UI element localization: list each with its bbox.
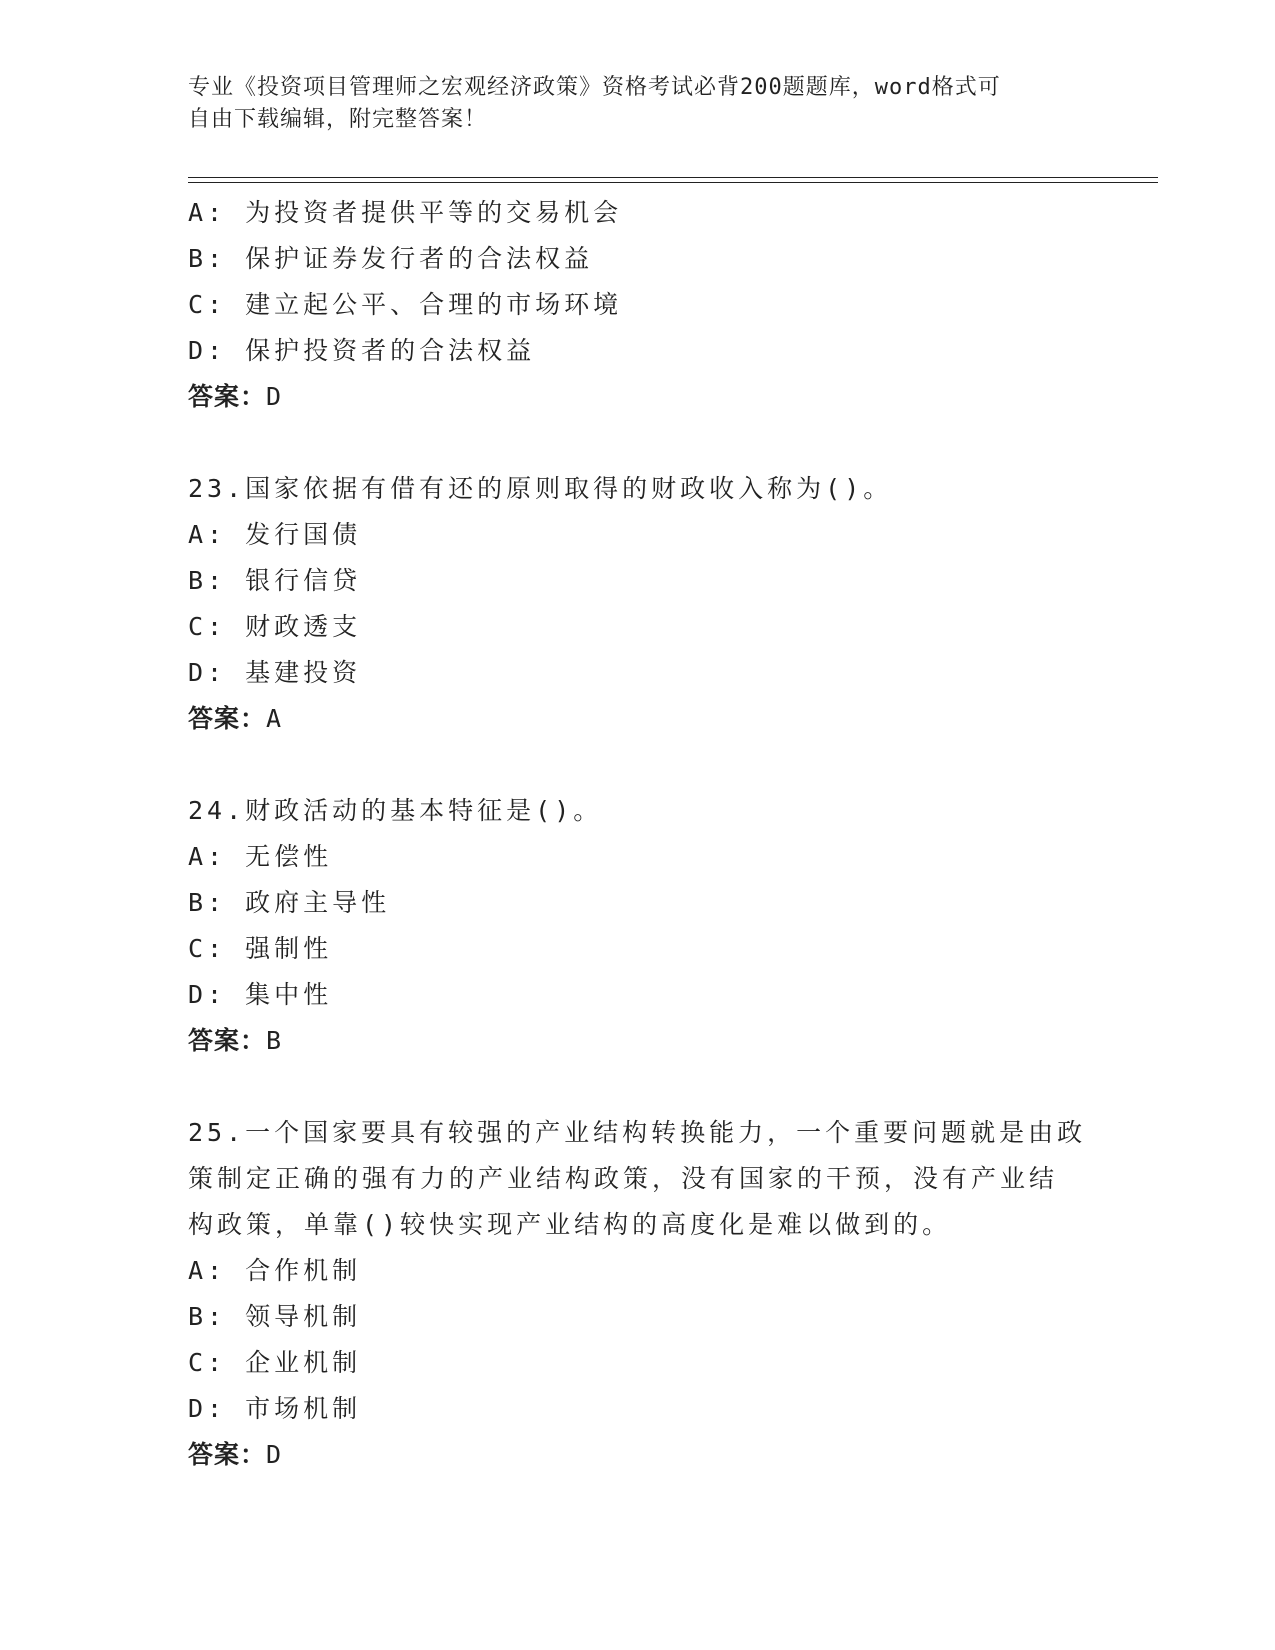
- option-b: B: 领导机制: [188, 1302, 362, 1331]
- answer-value: D: [266, 1440, 283, 1469]
- spacer: [188, 420, 1088, 466]
- answer-value: D: [266, 382, 283, 411]
- header-line-1: 专业《投资项目管理师之宏观经济政策》资格考试必背200题题库，word格式可: [188, 75, 1001, 100]
- answer-line: [188, 696, 1088, 742]
- document-header: [188, 72, 1088, 136]
- question-stem-line-1: 25.一个国家要具有较强的产业结构转换能力，一个重要问题就是由政: [188, 1118, 1087, 1147]
- option-c: C: 建立起公平、合理的市场环境: [188, 290, 623, 319]
- answer-label: 答案：: [188, 1026, 267, 1055]
- option-d: D: 保护投资者的合法权益: [188, 336, 536, 365]
- question-25: [188, 1110, 1088, 1478]
- answer-line: [188, 1432, 1088, 1478]
- option-b: B: 政府主导性: [188, 888, 391, 917]
- answer-value: B: [266, 1026, 283, 1055]
- question-stem-line-2: 策制定正确的强有力的产业结构政策，没有国家的干预，没有产业结: [188, 1164, 1059, 1193]
- answer-label: 答案：: [188, 704, 267, 733]
- spacer: [188, 1064, 1088, 1110]
- option-b: B: 保护证券发行者的合法权益: [188, 244, 594, 273]
- option-c: C: 财政透支: [188, 612, 362, 641]
- answer-value: A: [266, 704, 283, 733]
- question-stem: 24.财政活动的基本特征是()。: [188, 796, 603, 825]
- answer-line: [188, 1018, 1088, 1064]
- answer-line: [188, 374, 1088, 420]
- option-a: A: 发行国债: [188, 520, 362, 549]
- header-line-2: 自由下载编辑，附完整答案！: [188, 107, 488, 132]
- header-divider-bottom: [188, 182, 1158, 183]
- option-a: A: 无偿性: [188, 842, 333, 871]
- option-b: B: 银行信贷: [188, 566, 362, 595]
- question-22: [188, 190, 1088, 420]
- option-a: A: 为投资者提供平等的交易机会: [188, 198, 623, 227]
- answer-label: 答案：: [188, 382, 267, 411]
- option-c: C: 强制性: [188, 934, 333, 963]
- option-a: A: 合作机制: [188, 1256, 362, 1285]
- option-d: D: 基建投资: [188, 658, 362, 687]
- spacer: [188, 742, 1088, 788]
- question-list: [188, 190, 1088, 1478]
- question-24: [188, 788, 1088, 1064]
- header-divider-top: [188, 177, 1158, 178]
- option-d: D: 市场机制: [188, 1394, 362, 1423]
- question-stem: 23.国家依据有借有还的原则取得的财政收入称为()。: [188, 474, 893, 503]
- answer-label: 答案：: [188, 1440, 267, 1469]
- question-23: [188, 466, 1088, 742]
- option-d: D: 集中性: [188, 980, 333, 1009]
- question-stem-line-3: 构政策，单靠()较快实现产业结构的高度化是难以做到的。: [188, 1210, 952, 1239]
- option-c: C: 企业机制: [188, 1348, 362, 1377]
